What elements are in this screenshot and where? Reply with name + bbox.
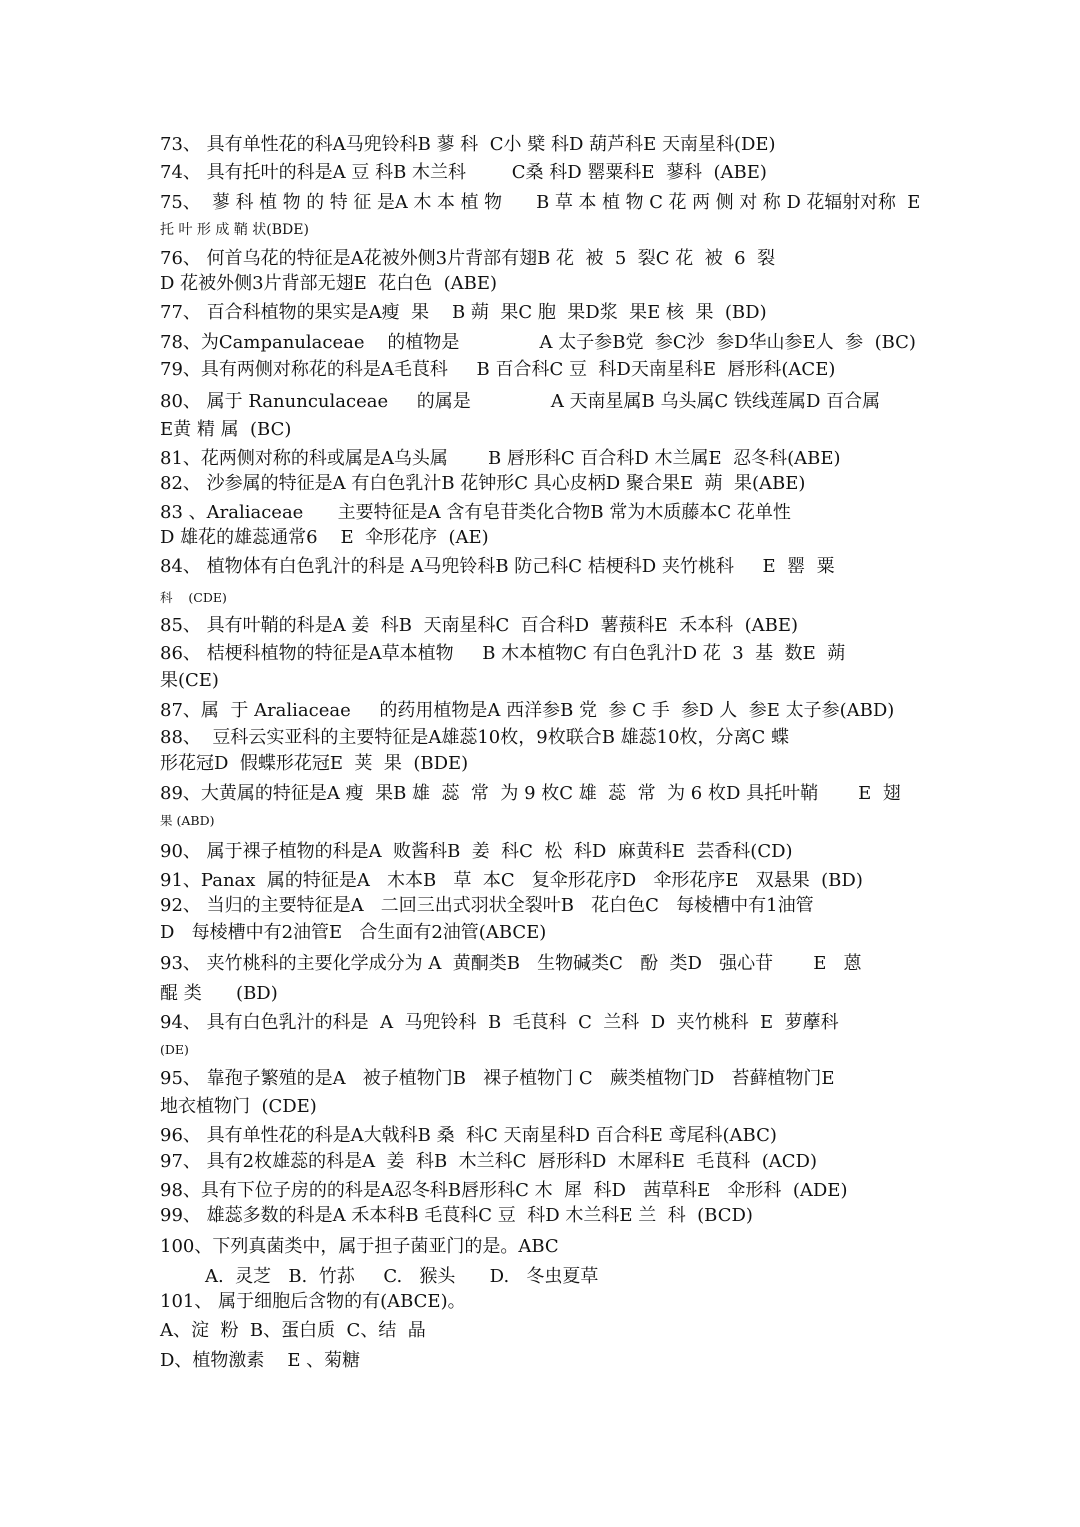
question-101-options-2: D、植物激素 E 、菊糖	[160, 1350, 361, 1371]
question-99-line: 99、 雄蕊多数的科是A 禾本科B 毛茛科C 豆 科D 木兰科E 兰 科 (BCD)	[160, 1205, 753, 1226]
question-92-line: 92、 当归的主要特征是A 二回三出式羽状全裂叶B 花白色C 每棱槽中有1油管	[160, 895, 814, 916]
question-97-line: 97、 具有2枚雄蕊的科是A 姜 科B 木兰科C 唇形科D 木犀科E 毛茛科 (ACD)	[160, 1151, 817, 1172]
question-73-line: 73、 具有单性花的科A马兜铃科B 蓼 科 C小 檗 科D 葫芦科E 天南星科(DE)	[160, 134, 776, 155]
question-96-line: 96、 具有单性花的科是A大戟科B 桑 科C 天南星科D 百合科E 鸢尾科(ABC)	[160, 1125, 777, 1146]
question-80-line: 80、 属于 Ranunculaceae 的属是 A 天南星属B 乌头属C 铁线莲属D 百合属	[160, 391, 881, 412]
question-80-cont: E黄 精 属 (BC)	[160, 419, 292, 440]
question-84-cont: 科 (CDE)	[160, 590, 227, 605]
question-89-cont: 果 (ABD)	[160, 813, 215, 828]
question-95-cont: 地衣植物门 (CDE)	[160, 1096, 317, 1117]
question-78-line: 78、为Campanulaceae 的植物是 A 太子参B党 参C沙 参D华山参E人 参 (BC)	[160, 332, 916, 353]
question-95-line: 95、 靠孢子繁殖的是A 被子植物门B 裸子植物门 C 蕨类植物门D 苔藓植物门E	[160, 1068, 835, 1089]
question-79-line: 79、具有两侧对称花的科是A毛茛科 B 百合科C 豆 科D天南星科E 唇形科(ACE)	[160, 359, 836, 380]
question-88-cont: 形花冠D 假蝶形花冠E 荚 果 (BDE)	[160, 753, 469, 774]
question-94-cont: (DE)	[160, 1042, 189, 1057]
question-75-cont: 托 叶 形 成 鞘 状(BDE)	[160, 222, 309, 238]
question-77-line: 77、 百合科植物的果实是A瘦 果 B 蒴 果C 胞 果D浆 果E 核 果 (BD)	[160, 302, 767, 323]
question-75-line: 75、 蓼 科 植 物 的 特 征 是A 木 本 植 物 B 草 本 植 物 C 花 两 侧 对 称 D 花辐射对称 E	[160, 192, 921, 213]
question-89-line: 89、大黄属的特征是A 瘦 果B 雄 蕊 常 为 9 枚C 雄 蕊 常 为 6 枚D 具托叶鞘 E 翅	[160, 783, 901, 804]
question-76-line: 76、 何首乌花的特征是A花被外侧3片背部有翅B 花 被 5 裂C 花 被 6 裂	[160, 248, 776, 269]
question-100-options: A. 灵芝 B. 竹荪 C. 猴头 D. 冬虫夏草	[205, 1266, 599, 1287]
question-91-line: 91、Panax 属的特征是A 木本B 草 本C 复伞形花序D 伞形花序E 双悬果 (BD)	[160, 870, 863, 891]
question-82-line: 82、 沙参属的特征是A 有白色乳汁B 花钟形C 具心皮柄D 聚合果E 蒴 果(ABE)	[160, 473, 806, 494]
question-83-line: 83 、Araliaceae 主要特征是A 含有皂苷类化合物B 常为木质藤本C 花单性	[160, 502, 791, 523]
question-98-line: 98、具有下位子房的的科是A忍冬科B唇形科C 木 犀 科D 茜草科E 伞形科 (ADE)	[160, 1180, 848, 1201]
question-81-line: 81、花两侧对称的科或属是A乌头属 B 唇形科C 百合科D 木兰属E 忍冬科(ABE)	[160, 448, 841, 469]
question-90-line: 90、 属于裸子植物的科是A 败酱科B 姜 科C 松 科D 麻黄科E 芸香科(CD)	[160, 841, 793, 862]
question-101-options-1: A、淀 粉 B、蛋白质 C、结 晶	[160, 1320, 426, 1341]
question-87-line: 87、属 于 Araliaceae 的药用植物是A 西洋参B 党 参 C 手 参D 人 参E 太子参(ABD)	[160, 700, 895, 721]
question-85-line: 85、 具有叶鞘的科是A 姜 科B 天南星科C 百合科D 薯蓣科E 禾本科 (ABE)	[160, 615, 798, 636]
question-88-line: 88、 豆科云实亚科的主要特征是A雄蕊10枚，9枚联合B 雄蕊10枚，分离C 蝶	[160, 727, 790, 748]
question-74-line: 74、 具有托叶的科是A 豆 科B 木兰科 C桑 科D 罂粟科E 蓼科 (ABE)	[160, 162, 767, 183]
question-100-line: 100、下列真菌类中，属于担子菌亚门的是。ABC	[160, 1236, 559, 1257]
question-93-cont: 醌 类 (BD)	[160, 983, 278, 1004]
question-92-cont: D 每棱槽中有2油管E 合生面有2油管(ABCE)	[160, 922, 547, 943]
question-101-line: 101、 属于细胞后含物的有(ABCE)。	[160, 1291, 466, 1312]
question-84-line: 84、 植物体有白色乳汁的科是 A马兜铃科B 防己科C 桔梗科D 夹竹桃科 E 罂 粟	[160, 556, 835, 577]
question-94-line: 94、 具有白色乳汁的科是 A 马兜铃科 B 毛茛科 C 兰科 D 夹竹桃科 E 萝藦科	[160, 1012, 839, 1033]
question-76-cont: D 花被外侧3片背部无翅E 花白色 (ABE)	[160, 273, 498, 294]
question-83-cont: D 雄花的雄蕊通常6 E 伞形花序 (AE)	[160, 527, 489, 548]
question-93-line: 93、 夹竹桃科的主要化学成分为 A 黄酮类B 生物碱类C 酚 类D 强心苷 E 蒽	[160, 953, 862, 974]
question-86-line: 86、 桔梗科植物的特征是A草本植物 B 木本植物C 有白色乳汁D 花 3 基 数E 蒴	[160, 643, 846, 664]
question-86-cont: 果(CE)	[160, 670, 219, 691]
